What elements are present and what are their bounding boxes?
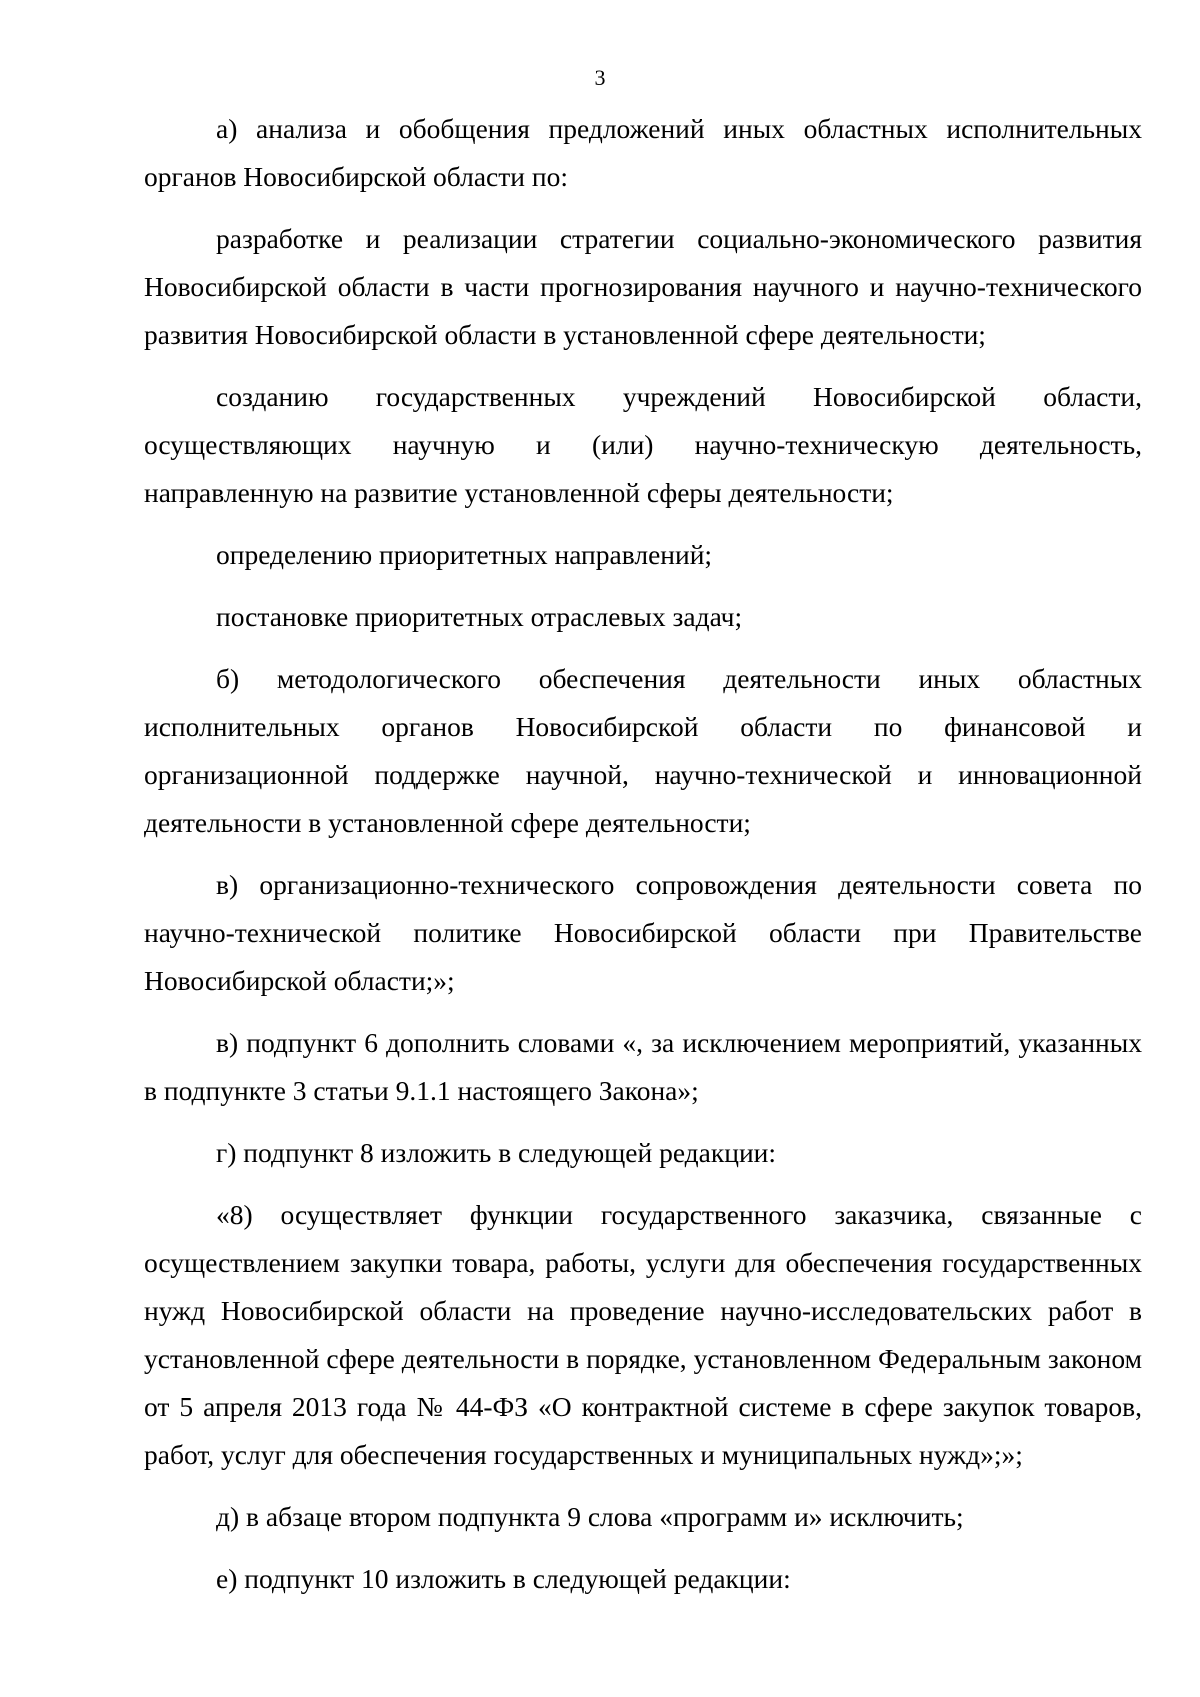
paragraph-priority-directions: определению приоритетных направлений; bbox=[216, 539, 713, 570]
page-number: 3 bbox=[594, 65, 606, 90]
paragraph-g-subparagraph-8: г) подпункт 8 изложить в следующей редакции: bbox=[216, 1137, 777, 1168]
paragraph-d-subparagraph-9: д) в абзаце втором подпункта 9 слова «программ и» исключить; bbox=[216, 1501, 964, 1532]
paragraph-a-analysis: а) анализа и обобщения предложений иных областных исполнительных органов Новосибирской области по: bbox=[144, 113, 1142, 192]
paragraph-b-methodological-support: б) методологического обеспечения деятельности иных областных исполнительных органов Новосибирской области по финансовой и организационной поддержке научной, научно-технической и инновационной деятельности в установленной сфере деятельности; bbox=[144, 663, 1142, 838]
paragraph-state-institutions: созданию государственных учреждений Новосибирской области, осуществляющих научную и (или) научно-техническую деятельность, направленную на развитие установленной сферы деятельности; bbox=[144, 381, 1142, 508]
document-body bbox=[144, 105, 1142, 1617]
paragraph-strategy-development: разработке и реализации стратегии социально-экономического развития Новосибирской области в части прогнозирования научного и научно-технического развития Новосибирской области в установленной сфере деятельности; bbox=[144, 223, 1142, 350]
paragraph-v-council-support: в) организационно-технического сопровождения деятельности совета по научно-технической политике Новосибирской области при Правительстве Новосибирской области;»; bbox=[144, 869, 1142, 996]
paragraph-v-subparagraph-6: в) подпункт 6 дополнить словами «, за исключением мероприятий, указанных в подпункте 3 статьи 9.1.1 настоящего Закона»; bbox=[144, 1027, 1142, 1106]
paragraph-8-state-customer: «8) осуществляет функции государственного заказчика, связанные с осуществлением закупки товара, работы, услуги для обеспечения государственных нужд Новосибирской области на проведение научно-исследовательских работ в установленной сфере деятельности в порядке, установленном Федеральным законом от 5 апреля 2013 года № 44-ФЗ «О контрактной системе в сфере закупок товаров, работ, услуг для обеспечения государственных и муниципальных нужд»;»; bbox=[144, 1199, 1142, 1470]
paragraph-e-subparagraph-10: е) подпункт 10 изложить в следующей редакции: bbox=[216, 1563, 791, 1594]
paragraph-sector-tasks: постановке приоритетных отраслевых задач; bbox=[216, 601, 743, 632]
